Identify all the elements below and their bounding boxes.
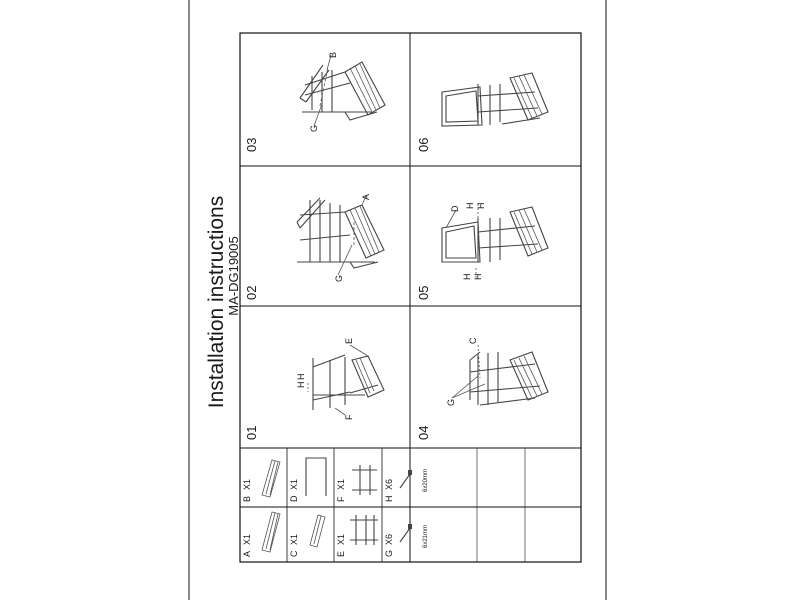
callout-label: E xyxy=(344,337,354,344)
step-number: 05 xyxy=(416,285,431,300)
step-number: 04 xyxy=(416,425,431,440)
callout-label: D xyxy=(450,205,460,212)
part-code: B xyxy=(242,495,252,502)
callout-label: C xyxy=(468,337,478,344)
part-quantity: X6 xyxy=(384,478,394,490)
part-quantity: X1 xyxy=(242,478,252,490)
step-06-diagram xyxy=(442,73,548,126)
step-04-diagram xyxy=(446,337,548,406)
part-f-frame xyxy=(352,465,377,495)
callout-label: H xyxy=(296,373,306,380)
step-01-diagram xyxy=(296,338,384,420)
part-code: G xyxy=(384,549,394,557)
part-quantity: X1 xyxy=(336,533,346,545)
callout-label: F xyxy=(344,414,354,420)
part-code: F xyxy=(336,496,346,502)
callout-label: G xyxy=(309,124,319,132)
part-quantity: X6 xyxy=(384,533,394,545)
callout-label: A xyxy=(361,193,371,200)
callout-label: H xyxy=(462,273,472,280)
part-quantity: X1 xyxy=(242,533,252,545)
callout-label: G xyxy=(446,398,456,406)
step-05-diagram xyxy=(442,203,548,281)
step-number: 06 xyxy=(416,137,431,152)
step-number: 01 xyxy=(244,425,259,440)
callout-label: H xyxy=(476,202,486,209)
part-a-slat xyxy=(262,512,280,552)
part-c-slat xyxy=(310,515,325,547)
part-b-slat xyxy=(262,460,280,497)
part-d-frame xyxy=(306,458,326,496)
step-03-diagram xyxy=(300,52,385,132)
part-g-bolt xyxy=(400,528,410,542)
callout-label: H xyxy=(473,273,483,280)
part-e-frame xyxy=(350,515,378,545)
step-number: 03 xyxy=(244,137,259,152)
part-h-bolt xyxy=(400,474,410,488)
part-code: D xyxy=(289,495,299,502)
model-number: MA-DG19005 xyxy=(226,236,241,316)
part-code: A xyxy=(242,550,252,557)
step-02-diagram xyxy=(297,194,384,282)
step-number: 02 xyxy=(244,285,259,300)
part-quantity: X1 xyxy=(336,478,346,490)
callout-label: B xyxy=(328,51,338,58)
callout-label: H xyxy=(465,202,475,209)
part-h-bolt-head xyxy=(408,470,412,475)
document-title: Installation instructions xyxy=(205,195,228,409)
part-quantity: X1 xyxy=(289,533,299,545)
part-code: H xyxy=(384,495,394,502)
part-quantity: X1 xyxy=(289,478,299,490)
part-code: E xyxy=(336,550,346,557)
part-g-bolt-head xyxy=(408,524,412,529)
part-code: C xyxy=(289,550,299,557)
part-size: 6x20mm xyxy=(423,468,429,492)
callout-label: H xyxy=(296,381,306,388)
callout-label: G xyxy=(334,274,344,282)
part-size: 6x21mm xyxy=(423,524,429,548)
